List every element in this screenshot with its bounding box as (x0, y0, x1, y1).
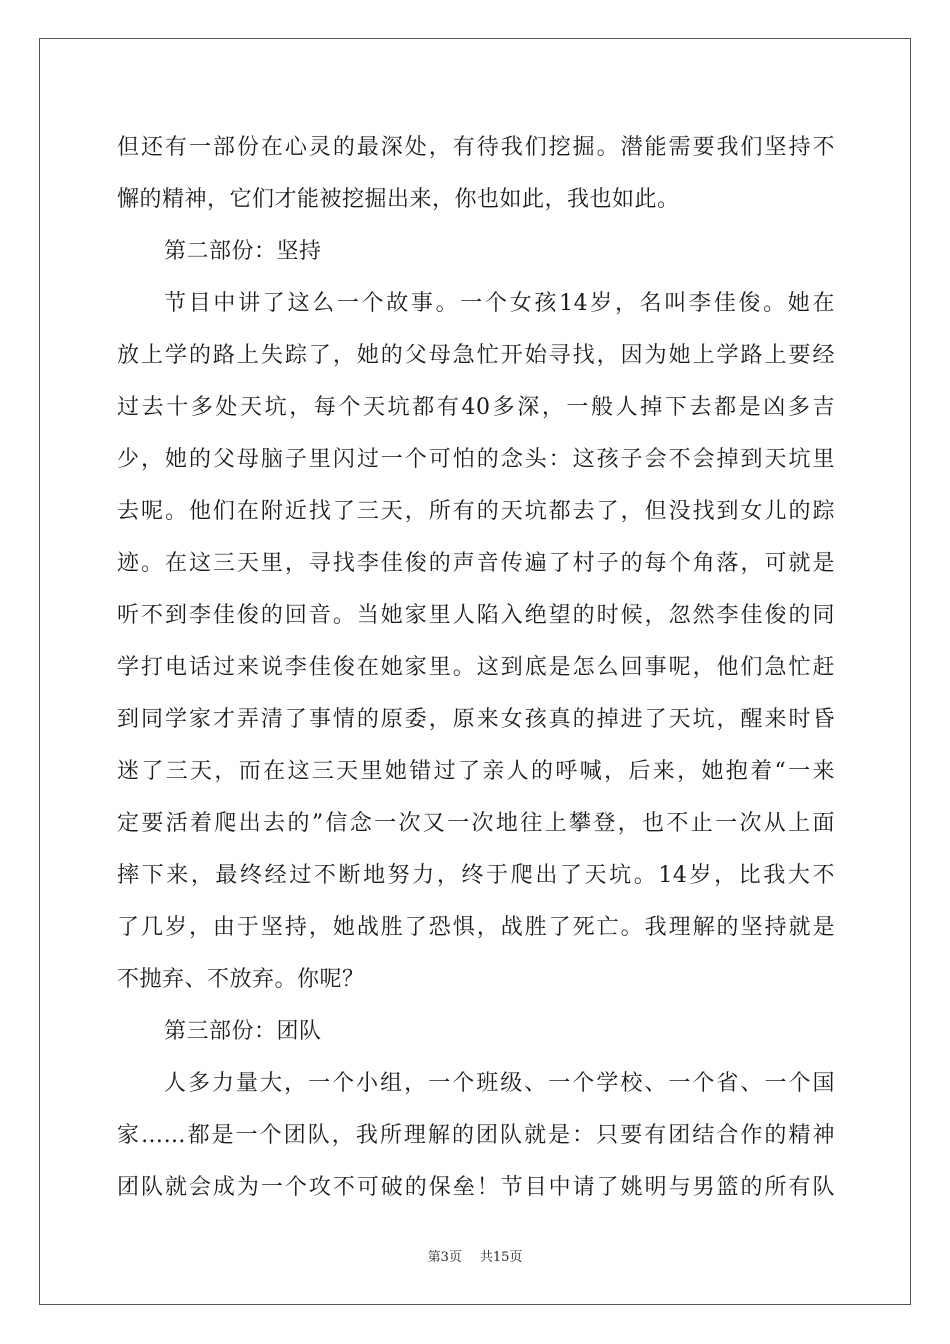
text-line: 去呢。他们在附近找了三天，所有的天坑都去了，但没找到女儿的踪 (117, 499, 835, 524)
text-line: 团队就会成为一个攻不可破的保垒！节目中请了姚明与男篮的所有队 (117, 1175, 835, 1200)
section-heading: 第三部份：团队 (164, 1019, 322, 1044)
text-line: 听不到李佳俊的回音。当她家里人陷入绝望的时候，忽然李佳俊的同 (117, 603, 835, 628)
page-number-current: 第3页 (427, 1250, 462, 1265)
text-line: 少，她的父母脑子里闪过一个可怕的念头：这孩子会不会掉到天坑里 (117, 447, 835, 472)
text-line: 迹。在这三天里，寻找李佳俊的声音传遍了村子的每个角落，可就是 (117, 551, 835, 576)
text-line: 定要活着爬出去的”信念一次又一次地往上攀登，也不止一次从上面 (117, 811, 835, 836)
text-line: 不抛弃、不放弃。你呢？ (117, 967, 365, 992)
text-line: 到同学家才弄清了事情的原委，原来女孩真的掉进了天坑，醒来时昏 (117, 707, 835, 732)
text-line: 过去十多处天坑，每个天坑都有40多深，一般人掉下去都是凶多吉 (117, 395, 835, 420)
text-line: 了几岁，由于坚持，她战胜了恐惧，战胜了死亡。我理解的坚持就是 (117, 915, 835, 940)
text-line: 但还有一部份在心灵的最深处，有待我们挖掘。潜能需要我们坚持不 (117, 135, 835, 160)
text-line: 迷了三天，而在这三天里她错过了亲人的呼喊，后来，她抱着“一来 (117, 759, 835, 784)
text-line: 家……都是一个团队，我所理解的团队就是：只要有团结合作的精神 (117, 1123, 835, 1148)
section-heading: 第二部份：坚持 (164, 239, 322, 264)
text-line: 学打电话过来说李佳俊在她家里。这到底是怎么回事呢，他们急忙赶 (117, 655, 835, 680)
document-body (117, 122, 835, 1214)
page-footer (0, 1246, 950, 1265)
text-line: 放上学的路上失踪了，她的父母急忙开始寻找，因为她上学路上要经 (117, 343, 835, 368)
paragraph-first-line: 人多力量大，一个小组，一个班级、一个学校、一个省、一个国 (164, 1071, 835, 1096)
text-line: 摔下来，最终经过不断地努力，终于爬出了天坑。14岁，比我大不 (117, 863, 835, 888)
page-number-total: 共15页 (479, 1250, 523, 1265)
paragraph-first-line: 节目中讲了这么一个故事。一个女孩14岁，名叫李佳俊。她在 (164, 291, 835, 316)
text-line: 懈的精神，它们才能被挖掘出来，你也如此，我也如此。 (117, 187, 680, 212)
